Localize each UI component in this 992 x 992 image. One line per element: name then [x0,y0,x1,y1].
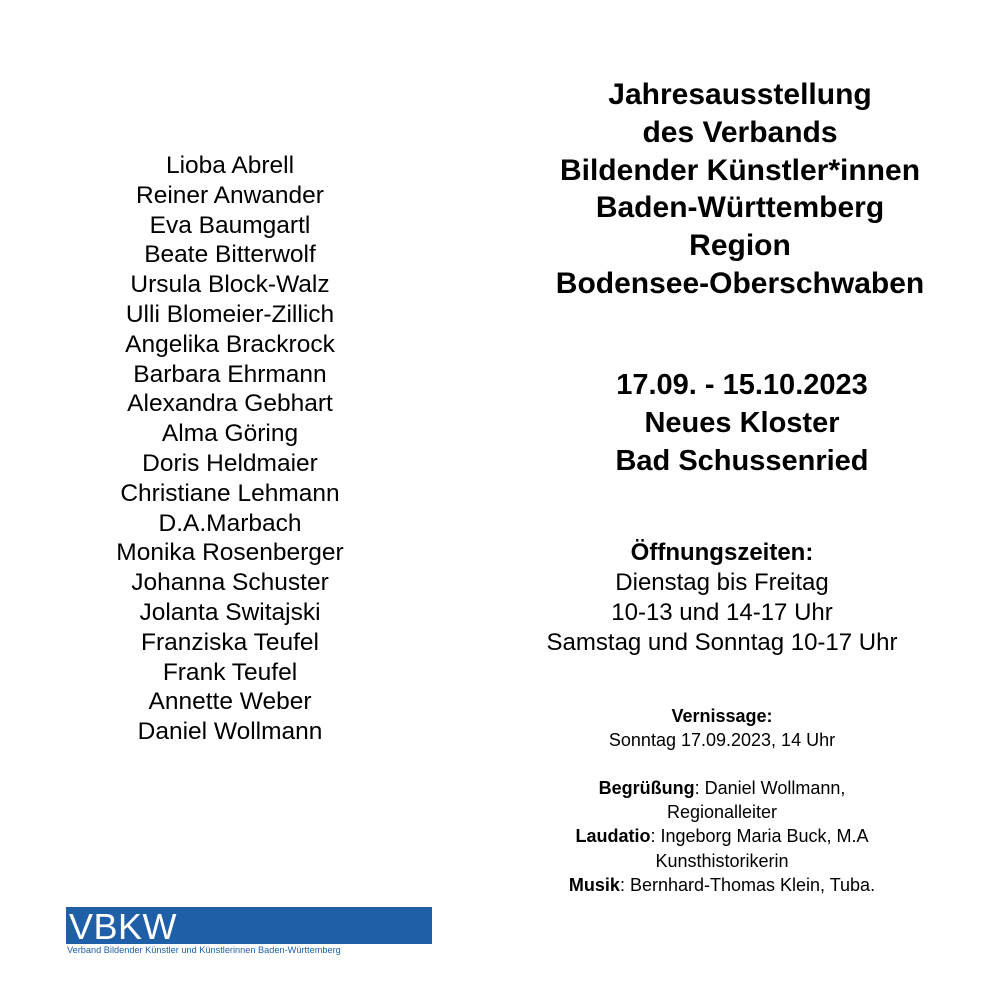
logo-full-name: Verband Bildender Künstler und Künstlerinnen Baden-Württemberg [67,945,341,955]
artist-name: Franziska Teufel [141,628,319,656]
laudatio-role: Kunsthistorikerin [655,850,789,871]
event-venue: Neues Kloster [644,407,840,439]
title-line: Jahresausstellung [608,78,872,111]
artist-name: Angelika Brackrock [125,330,335,358]
greeting-row [482,776,962,800]
artist-name: Barbara Ehrmann [133,360,327,388]
title-line: Bildender Künstler*innen [559,153,921,187]
greeting-label: Begrüßung [598,778,695,798]
title-line: des Verbands [642,115,838,149]
opening-hours-line: Samstag und Sonntag 10-17 Uhr [546,629,898,656]
music-value: : Bernhard-Thomas Klein, Tuba. [619,874,876,895]
event-town: Bad Schussenried [615,445,869,477]
opening-hours-line: Dienstag bis Freitag [615,569,829,596]
title-line: Region [689,229,791,263]
greeting-role: Regionalleiter [666,802,778,823]
artist-name: Ursula Block-Walz [130,271,330,299]
artist-name: Jolanta Switajski [139,598,321,626]
artist-name: Alma Göring [161,420,299,448]
artist-name: Eva Baumgartl [149,211,311,239]
laudatio-row [482,824,962,848]
artist-name: Annette Weber [148,688,312,716]
artist-name: Doris Heldmaier [142,449,318,477]
music-label: Musik [568,874,620,895]
program-credits [482,776,962,897]
event-dates: 17.09. - 15.10.2023 [616,369,868,401]
vernissage [482,704,962,752]
artist-name: Frank Teufel [162,658,298,686]
opening-hours-line: 10-13 und 14-17 Uhr [611,599,833,626]
artist-list [60,151,400,747]
vernissage-heading: Vernissage: [671,706,773,726]
opening-hours [482,538,962,658]
artist-name: Ulli Blomeier-Zillich [125,300,335,328]
artist-name: Beate Bitterwolf [144,241,316,269]
artist-name: Daniel Wollmann [137,718,323,746]
logo-bar [66,906,432,947]
exhibition-title [500,76,980,303]
artist-name: Christiane Lehmann [120,479,340,507]
opening-hours-heading: Öffnungszeiten: [630,539,814,566]
vernissage-date: Sonntag 17.09.2023, 14 Uhr [608,730,836,750]
greeting-value: : Daniel Wollmann, [694,778,846,798]
vbkw-logo [66,907,432,957]
artist-name: Reiner Anwander [136,181,324,209]
artist-name: Alexandra Gebhart [127,390,333,418]
laudatio-value: : Ingeborg Maria Buck, M.A [650,826,869,847]
artist-name: D.A.Marbach [158,509,302,537]
logo-abbreviation: VBKW [69,906,178,947]
title-line: Bodensee-Oberschwaben [555,266,925,300]
laudatio-label: Laudatio [575,826,651,847]
artist-name: Johanna Schuster [131,569,329,597]
artist-name: Monika Rosenberger [116,539,344,567]
event-details [502,366,982,480]
music-row [482,873,962,897]
artist-name: Lioba Abrell [165,152,295,179]
title-line: Baden-Württemberg [595,191,885,225]
